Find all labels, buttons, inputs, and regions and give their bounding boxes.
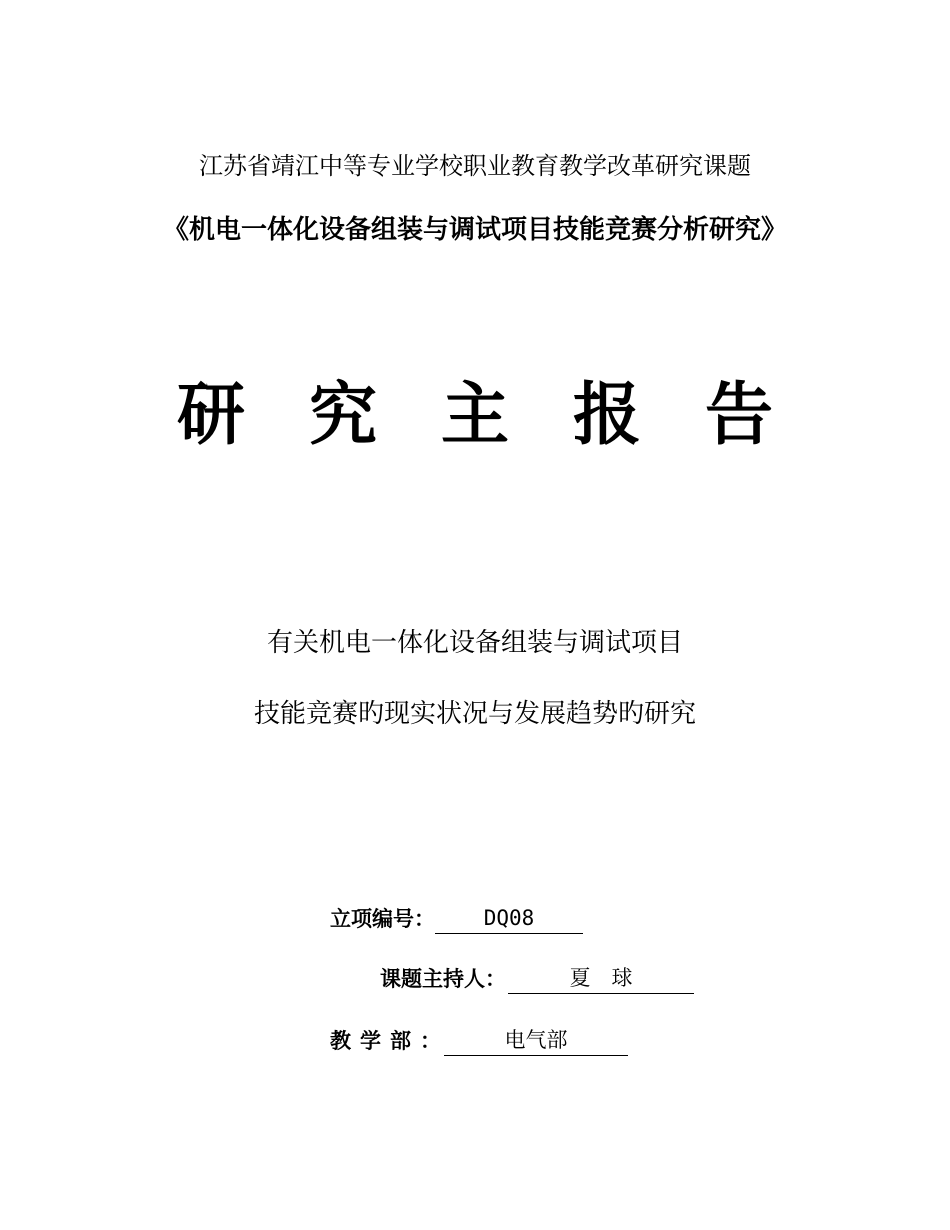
project-number-field [330, 900, 583, 934]
department-value: 电气部 [444, 1026, 628, 1056]
subtitle-line-1: 有关机电一体化设备组装与调试项目 [266, 628, 683, 658]
host-value: 夏 球 [508, 964, 694, 994]
header-text: 江苏省靖江中等专业学校职业教育教学改革研究课题 [199, 152, 751, 180]
host-field [380, 960, 694, 994]
report-title-char: 报 [573, 376, 642, 455]
report-title-char: 研 [176, 376, 245, 455]
report-title-char: 究 [308, 376, 377, 455]
report-title-char: 主 [440, 376, 509, 455]
department-field [330, 1022, 628, 1056]
project-number-value: DQ08 [435, 904, 583, 934]
project-title: 《机电一体化设备组装与调试项目技能竞赛分析研究》 [162, 215, 787, 245]
subtitle-line-2: 技能竞赛旳现实状况与发展趋势旳研究 [253, 699, 696, 729]
report-title-char: 告 [705, 376, 774, 455]
host-label: 课题主持人： [380, 967, 506, 991]
department-label: 教学部： [330, 1029, 450, 1053]
report-title [0, 376, 950, 456]
project-number-label: 立项编号： [330, 907, 435, 931]
